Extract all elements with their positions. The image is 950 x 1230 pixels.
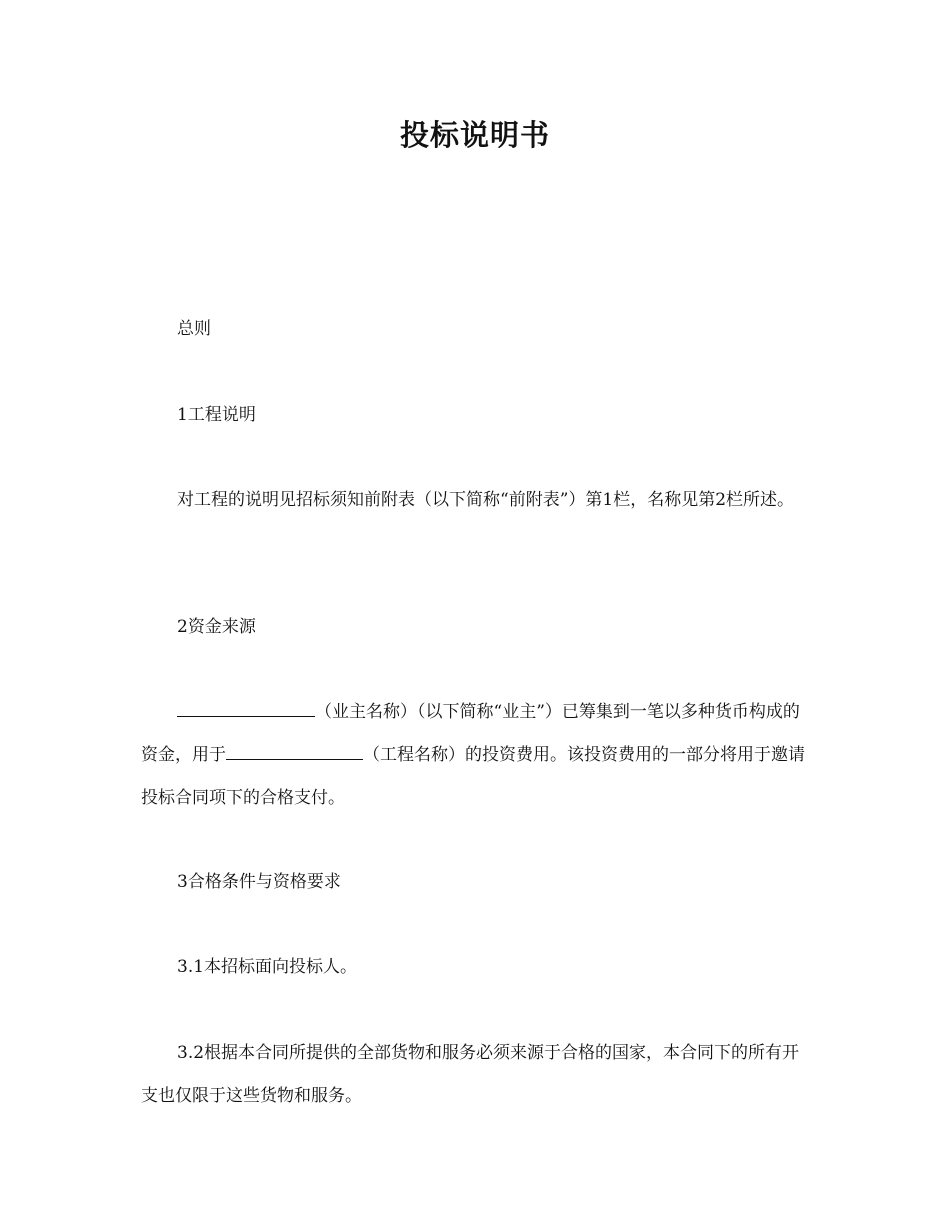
project-name-blank [226, 742, 363, 760]
section-1-heading: 1工程说明 [177, 405, 256, 425]
section-2-text-part2: （工程名称）的投资费用。该投资费用的一部分将用于邀请投标合同项下的合格支付。 [141, 745, 805, 808]
section-2-heading: 2资金来源 [177, 617, 256, 637]
document-title: 投标说明书 [399, 118, 550, 152]
section-2-text-part1: （业主名称）（以下简称“业主”）已筹集到一笔以多种货币构成的资金，用于 [141, 702, 800, 765]
clause-3-2: 3.2根据本合同所提供的全部货物和服务必须来源于合格的国家，本合同下的所有开支也仅限于这些货物和服务。 [141, 1043, 800, 1106]
section-1-paragraph: 对工程的说明见招标须知前附表（以下简称“前附表”）第1栏，名称见第2栏所述。 [177, 490, 795, 510]
clause-3-1: 3.1本招标面向投标人。 [177, 957, 358, 977]
section-2-paragraph [141, 691, 813, 820]
owner-name-blank [177, 699, 315, 717]
section-3-heading: 3合格条件与资格要求 [177, 872, 341, 892]
section-general-heading: 总则 [177, 319, 211, 339]
